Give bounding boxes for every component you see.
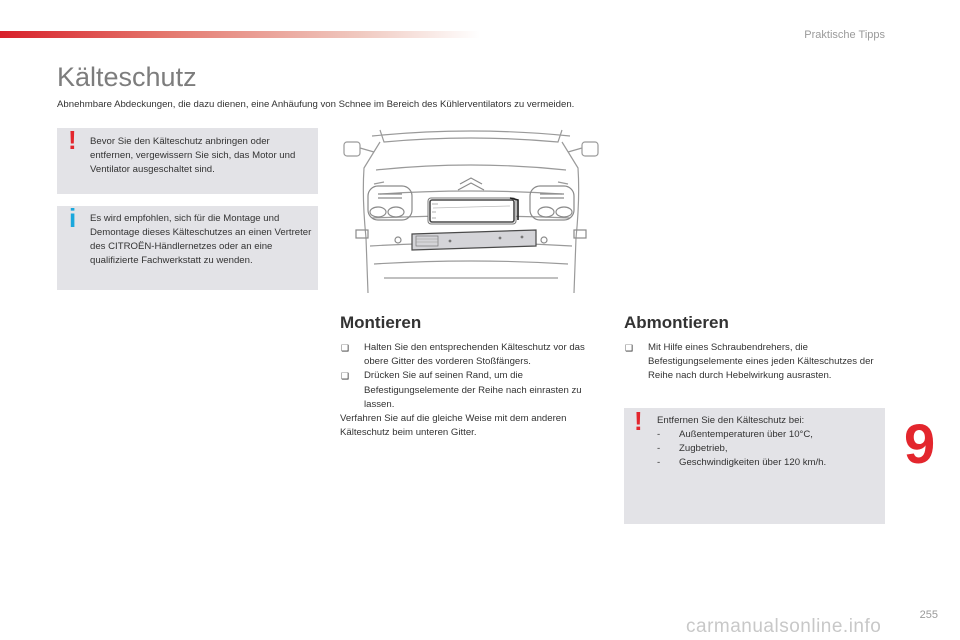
warning-box-top — [57, 125, 318, 194]
info-box — [57, 203, 318, 290]
intro-text: Abnehmbare Abdeckungen, die dazu dienen, eine Anhäufung von Schnee im Bereich des Kühlerventilators zu vermeiden. — [57, 99, 575, 110]
car-front-illustration — [340, 128, 602, 294]
dash-icon: - — [657, 457, 661, 468]
montieren-heading: Montieren — [340, 313, 422, 332]
montieren-step-text: Drücken Sie auf seinen Rand, um die Befestigungselemente der Reihe nach einrasten zu lassen. — [364, 370, 582, 410]
list-item: - Außentemperaturen über 10°C, — [657, 429, 813, 440]
list-item: - Zugbetrieb, — [657, 443, 728, 454]
abmontieren-instructions — [624, 341, 886, 384]
dash-icon: - — [657, 443, 661, 454]
info-icon: i — [69, 203, 77, 233]
list-item: - Geschwindigkeiten über 120 km/h. — [657, 457, 827, 468]
montieren-step — [340, 341, 602, 369]
chapter-number: 9 — [904, 412, 936, 475]
warning-intro: Entfernen Sie den Kälteschutz bei: — [657, 415, 805, 426]
page-title: Kälteschutz — [57, 62, 197, 92]
header-accent-bar — [0, 31, 480, 38]
checkbox-bullet-icon: ❑ — [625, 343, 634, 353]
dash-icon: - — [657, 429, 661, 440]
info-text: Es wird empfohlen, sich für die Montage und Demontage dieses Kälteschutzes an einen Vertreter des CITROËN-Händlernetzes oder an eine qualifizierte Fachwerkstatt zu wenden. — [90, 213, 312, 266]
checkbox-bullet-icon: ❑ — [341, 343, 350, 353]
warning-icon: ! — [68, 125, 77, 155]
abmontieren-heading: Abmontieren — [624, 313, 729, 332]
warning-content — [657, 414, 879, 470]
montieren-step-text: Halten Sie den entsprechenden Kälteschutz vor das obere Gitter des vorderen Stoßfängers. — [364, 342, 585, 368]
abmontieren-step — [624, 341, 886, 384]
warning-icon: ! — [634, 406, 643, 436]
watermark: carmanualsonline.info — [686, 616, 882, 637]
montieren-note: Verfahren Sie auf die gleiche Weise mit dem anderen Kälteschutz beim unteren Gitter. — [340, 413, 567, 439]
montieren-step — [340, 369, 602, 412]
checkbox-bullet-icon: ❑ — [341, 371, 350, 382]
montieren-instructions — [340, 341, 602, 440]
warning-text: Bevor Sie den Kälteschutz anbringen oder entfernen, vergewissern Sie sich, das Motor und Ventilator ausgeschaltet sind. — [90, 136, 296, 175]
abmontieren-step-text: Mit Hilfe eines Schraubendrehers, die Befestigungselemente eines jeden Kälteschutzes der Reihe nach durch Hebelwirkung ausrasten. — [648, 342, 874, 382]
section-name: Praktische Tipps — [804, 29, 885, 41]
warning-list — [657, 428, 879, 470]
page-number: 255 — [919, 609, 938, 621]
warning-box-bottom — [624, 408, 885, 524]
